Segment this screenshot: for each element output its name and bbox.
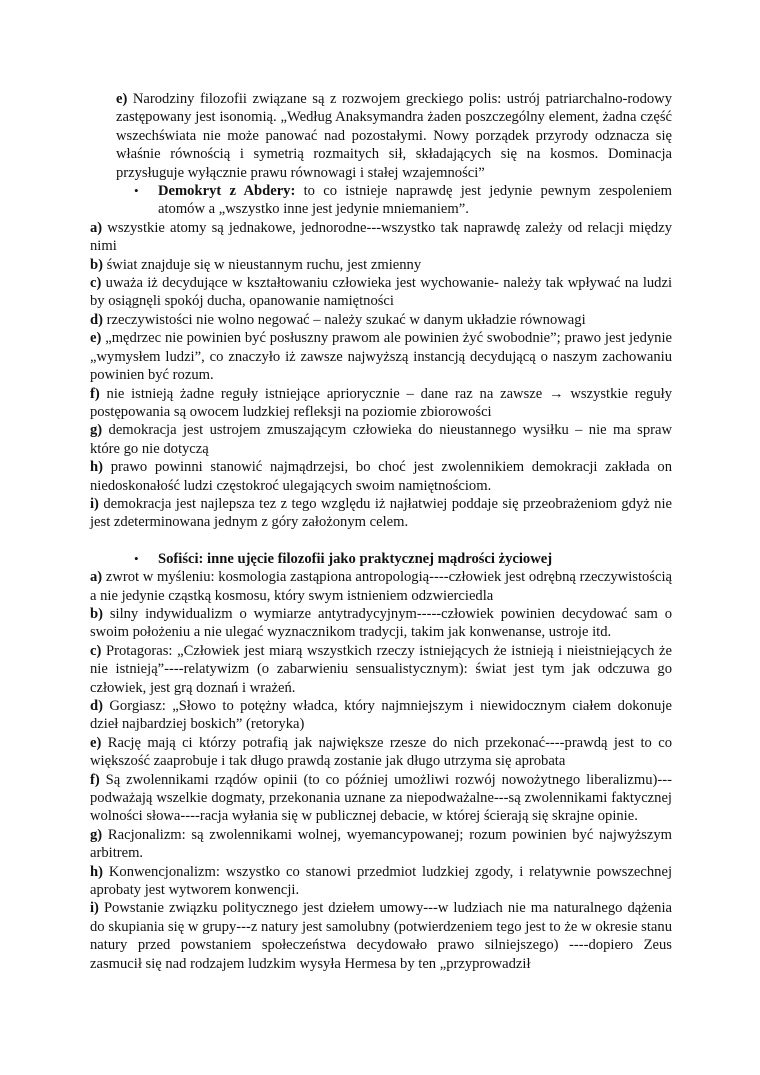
list-marker: c) <box>90 275 102 292</box>
section-spacer <box>90 532 672 550</box>
list-item <box>90 863 672 900</box>
list-item <box>90 899 672 973</box>
list-item <box>90 697 672 734</box>
list-item <box>90 329 672 384</box>
list-marker: g) <box>90 422 103 439</box>
list-marker: h) <box>90 459 103 476</box>
list-marker: h) <box>90 863 103 880</box>
list-item <box>90 771 672 826</box>
list-text: Konwencjonalizm: wszystko co stanowi przedmiot ludzkiej zgody, i relatywnie powszechnej aprobaty jest wytworem konwencji. <box>90 863 672 899</box>
list-text: świat znajduje się w nieustannym ruchu, jest zmienny <box>102 256 422 273</box>
list-text: Powstanie związku politycznego jest dziełem umowy---w ludziach nie ma naturalnego dążenia do skupiania się w grupy---z natury jest samolubny (potwierdzeniem tego jest to że w okresie stanu natury przed powstaniem społeczeństwa decydowało prawo silniejszego) ----dopiero Zeus zasmucił się nad rodzajem ludzkim wysyła Hermesa by ten „przyprowadził <box>90 900 672 972</box>
list-item <box>90 605 672 642</box>
list-item <box>90 256 672 274</box>
intro-marker: e) <box>116 91 128 107</box>
demokryt-bullet <box>90 182 672 219</box>
intro-paragraph <box>90 90 672 182</box>
list-text: Racjonalizm: są zwolennikami wolnej, wyemancypowanej; rozum powinien być najwyższym arbitrem. <box>90 826 672 862</box>
list-text: demokracja jest najlepsza tez z tego względu iż najłatwiej poddaje się przeobrażeniom gdyż nie jest zdeterminowana jednym z góry założonym celem. <box>90 495 672 531</box>
bullet-icon: • <box>134 550 139 566</box>
list-marker: i) <box>90 495 99 512</box>
list-item <box>90 826 672 863</box>
list-item <box>90 568 672 605</box>
list-marker: b) <box>90 605 103 622</box>
list-text: Są zwolennikami rządów opinii (to co później umożliwi rozwój nowożytnego liberalizmu)---podważają wszelkie dogmaty, przekonania uznane za niepodważalne---są zwolennikami faktycznej wolności słowa----racja wyłania się w publicznej debacie, w której ścierają się skrajne opinie. <box>90 771 672 825</box>
list-marker: e) <box>90 734 102 751</box>
list-text: prawo powinni stanowić najmądrzejsi, bo choć jest zwolennikiem demokracji zakłada on niedoskonałość ludzi częstokroć ulegających swoim namiętnościom. <box>90 459 672 494</box>
intro-text: Narodziny filozofii związane są z rozwojem greckiego polis: ustrój patriarchalno-rodowy zastępowany jest isonomią. „Według Anaksymandra żaden poszczególny element, żadna część wszechświata nie może panować nad pozostałymi. Nowy porządek przyrody odznacza się właśnie równością i symetrią rozmaitych sił, składających się na kosmos. Dominacja przysługuje wyłącznie prawu równowagi i stałej wzajemności” <box>116 91 672 181</box>
list-item <box>90 385 672 422</box>
list-item <box>90 421 672 458</box>
demokryt-text: to co istnieje naprawdę jest jedynie pewnym zespoleniem atomów a „wszystko inne jest jedynie mniemaniem”. <box>158 183 672 218</box>
demokryt-heading: Demokryt z Abdery: <box>158 183 296 200</box>
list-marker: f) <box>90 385 100 402</box>
list-text: „mędrzec nie powinien być posłuszny prawom ale powinien żyć swobodnie”; prawo jest jedynie „wymysłem ludzi”, co znaczyło iż zawsze najwyższą instancją decydującą o naszym zachowaniu powinien być rozum. <box>90 330 672 384</box>
list-text: wszystkie atomy są jednakowe, jednorodne---wszystko tak naprawdę zależy od relacji między nimi <box>90 219 672 255</box>
list-item <box>90 642 672 697</box>
sofisci-heading: Sofiści: inne ujęcie filozofii jako praktycznej mądrości życiowej <box>158 550 553 567</box>
list-item <box>90 734 672 771</box>
list-item <box>90 495 672 532</box>
document-body <box>90 90 672 973</box>
list-text: rzeczywistości nie wolno negować – należy szukać w danym układzie równowagi <box>102 311 586 328</box>
list-item <box>90 219 672 256</box>
list-marker: a) <box>90 569 103 586</box>
list-text: Gorgiasz: „Słowo to potężny władca, który najmniejszym i niewidocznym ciałem dokonuje dzieł najbardziej boskich” (retoryka) <box>90 698 672 733</box>
list-marker: i) <box>90 900 99 917</box>
list-item <box>90 274 672 311</box>
list-item <box>90 458 672 495</box>
list-text: demokracja jest ustrojem zmuszającym człowieka do nieustannego wysiłku – nie ma spraw które go nie dotyczą <box>90 422 672 457</box>
list-text: uważa iż decydujące w kształtowaniu człowieka jest wychowanie- należy tak wpływać na ludzi by osiągnęli spokój ducha, opanowanie namiętności <box>90 275 672 310</box>
list-text: silny indywidualizm o wymiarze antytradycyjnym-----człowiek powinien decydować sam o swoim położeniu a nie ulegać wyznacznikom tradycji, takim jak konwenanse, ustroje itd. <box>90 605 672 641</box>
list-marker: g) <box>90 826 103 843</box>
sofisci-bullet <box>90 550 672 568</box>
list-item <box>90 311 672 329</box>
demokryt-list <box>90 219 672 532</box>
sofisci-list <box>90 568 672 973</box>
list-marker: e) <box>90 330 102 347</box>
list-marker: d) <box>90 311 103 328</box>
list-text: nie istnieją żadne reguły istniejące apriorycznie – dane raz na zawsze → wszystkie reguły postępowania są owocem ludzkiej refleksji na poziomie zbiorowości <box>90 385 672 420</box>
list-text: Protagoras: „Człowiek jest miarą wszystkich rzeczy istniejących że istnieją i nieistniejących że nie istnieją”----relatywizm (o zabarwieniu sensualistycznym): świat jest tym jak odczuwa go człowiek, jest grą doznań i wrażeń. <box>90 642 672 696</box>
list-marker: c) <box>90 642 102 659</box>
list-text: Rację mają ci którzy potrafią jak największe rzesze do nich przekonać----prawdą jest to co większość zaaprobuje i tak długo prawdą zostanie jak długo utrzyma się aprobata <box>90 734 672 770</box>
bullet-icon: • <box>134 183 139 199</box>
list-text: zwrot w myśleniu: kosmologia zastąpiona antropologią----człowiek jest odrębną rzeczywistością a nie jedynie cząstką kosmosu, który swym istnieniem odzwierciedla <box>90 569 672 604</box>
list-marker: d) <box>90 698 103 714</box>
list-marker: b) <box>90 256 103 273</box>
list-marker: f) <box>90 771 100 788</box>
list-marker: a) <box>90 219 103 236</box>
